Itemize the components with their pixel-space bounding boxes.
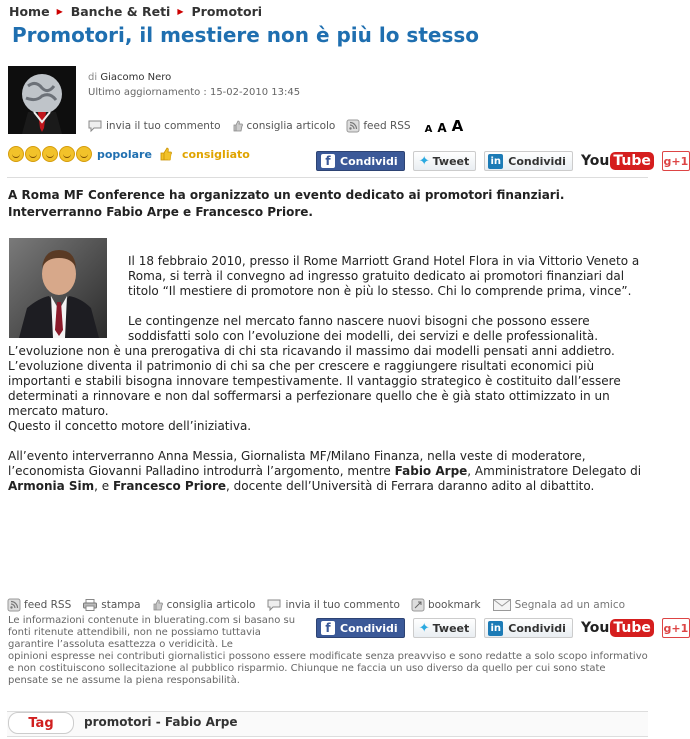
send-comment-label: invia il tuo commento (106, 120, 221, 132)
article-lead: A Roma MF Conference ha organizzato un evento dedicato ai promotori finanziari. Interverranno Fabio Arpe e Francesco Priore. (8, 188, 565, 219)
print-label: stampa (101, 599, 141, 611)
envelope-icon (493, 599, 511, 611)
font-size-large[interactable]: A (451, 117, 464, 135)
thumbs-up-icon (233, 120, 243, 132)
breadcrumb (9, 4, 262, 19)
author-avatar (8, 66, 76, 134)
chevron-right-icon: ▶ (177, 7, 184, 16)
twitter-bird-icon: ✦ (418, 153, 430, 169)
font-size-small[interactable]: A (424, 124, 433, 135)
author-prefix: di (88, 72, 98, 83)
linkedin-icon: in (488, 154, 503, 169)
rss-feed-link[interactable] (8, 599, 71, 611)
breadcrumb-home[interactable]: Home (9, 4, 50, 19)
email-friend-label: Segnala ad un amico (514, 599, 626, 611)
last-updated: Ultimo aggiornamento : 15-02-2010 13:45 (88, 87, 301, 98)
tweet-button[interactable] (413, 618, 477, 638)
text-span: , e (94, 479, 113, 493)
smiley-rating-icon[interactable] (76, 146, 92, 162)
disclaimer-text: Le informazioni contenute in bluerating.com si basano su fonti ritenute attendibili, non ne possiamo tuttavia garantire l’assoluta esattezza o veridicità. Le (8, 615, 296, 650)
smiley-rating-icon[interactable] (42, 146, 58, 162)
thumbs-up-icon (153, 599, 163, 611)
author-line (88, 72, 171, 83)
google-plus-button[interactable]: g+1 (662, 151, 690, 171)
linkedin-share-button[interactable] (484, 618, 573, 638)
facebook-share-button[interactable] (316, 618, 405, 638)
youtube-button[interactable] (581, 619, 654, 637)
comment-icon (267, 599, 281, 611)
printer-icon (83, 599, 97, 611)
facebook-icon: f (321, 154, 335, 168)
tweet-label: Tweet (432, 621, 470, 635)
send-comment-link[interactable] (88, 120, 221, 132)
chevron-right-icon: ▶ (56, 7, 63, 16)
comment-icon (88, 120, 102, 132)
facebook-share-button[interactable] (316, 151, 405, 171)
email-friend-link[interactable] (493, 599, 625, 611)
page-title: Promotori, il mestiere non è più lo stesso (12, 23, 479, 47)
linkedin-icon: in (488, 621, 503, 636)
article-paragraph: L’evoluzione non è una prerogativa di chi sta ricavando il massimo dai modelli pensati anni addietro. L’evoluzione diventa il patrimonio di chi sa che per crescere e raggiungere risultati economici più importanti e stabili bisogna innovare tempestivamente. Il vantaggio strategico è costituito dall’essere determinati a rinnovare e non dal soffermarsi a perfezionare quello che è già stato ottimizzato in un mercato maturo. (8, 344, 621, 418)
smiley-rating-icon[interactable] (25, 146, 41, 162)
article-paragraph: Il 18 febbraio 2010, presso il Rome Marriott Grand Hotel Flora in via Vittorio Veneto a Roma, si terrà il convegno ad ingresso gratuito dedicato ai promotori finanziari dal titolo “Il mestiere di promotore non è più lo stesso. Chi lo comprende prima, vince”. (128, 254, 640, 298)
bookmark-icon (412, 599, 424, 611)
linkedin-share-label: Condividi (508, 621, 566, 635)
youtube-tube-text: Tube (610, 152, 654, 170)
article-actions (88, 117, 463, 135)
send-comment-link[interactable] (267, 599, 400, 611)
youtube-you-text: You (580, 620, 610, 636)
disclaimer-text: opinioni espresse nei contributi giornalistici possono essere modificate senza preavviso e sono redatte a solo scopo informativo e non costituiscono sollecitazione al pubblico risparmio. Chiunque ne faccia un uso diverso da quello per cui sono state pensate se ne assume la piena responsabilità. (8, 651, 648, 686)
recommended-label: consigliato (181, 147, 250, 161)
twitter-bird-icon: ✦ (418, 620, 430, 636)
bookmark-label: bookmark (427, 599, 481, 611)
text-span: , Amministratore Delegato di (467, 464, 642, 478)
font-size-medium[interactable]: A (437, 121, 447, 135)
send-comment-label: invia il tuo commento (285, 599, 400, 611)
recommend-article-label: consiglia articolo (246, 120, 336, 132)
linkedin-share-label: Condividi (508, 154, 566, 168)
smiley-rating-icon[interactable] (8, 146, 24, 162)
google-plus-button[interactable]: g+1 (662, 618, 690, 638)
article-body (8, 254, 644, 494)
article-paragraph: Questo il concetto motore dell’iniziativa. (8, 419, 252, 433)
text-span: , docente dell’Università di Ferrara daranno adito al dibattito. (226, 479, 595, 493)
recommend-article-link[interactable] (233, 120, 336, 132)
rss-icon (347, 120, 359, 132)
facebook-share-label: Condividi (340, 154, 398, 168)
smiley-rating-icon[interactable] (59, 146, 75, 162)
article-paragraph: Le contingenze nel mercato fanno nascere nuovi bisogni che possono essere soddisfatti solo con l’evoluzione dei modelli, dei servizi e delle professionalità. (128, 314, 599, 343)
share-bar-bottom (316, 618, 690, 638)
bookmark-link[interactable] (412, 599, 481, 611)
print-link[interactable] (83, 599, 140, 611)
tweet-button[interactable] (413, 151, 477, 171)
breadcrumb-promotori[interactable]: Promotori (191, 4, 263, 19)
rating-bar (8, 146, 250, 162)
tag-label: Tag (8, 712, 74, 734)
recommend-article-link[interactable] (153, 599, 256, 611)
youtube-tube-text: Tube (610, 619, 654, 637)
text-span: All’evento interverranno Anna Messia, Giornalista MF/Milano Finanza, nella veste di moderatore, l’economista Giovanni Palladino introdurrà l’argomento, mentre (8, 449, 586, 478)
tweet-label: Tweet (432, 154, 470, 168)
facebook-share-label: Condividi (340, 621, 398, 635)
article-paragraph (8, 449, 644, 494)
footer-actions (8, 599, 637, 611)
facebook-icon: f (321, 621, 335, 635)
share-bar (316, 151, 690, 171)
rss-feed-link[interactable] (347, 120, 410, 132)
youtube-you-text: You (580, 153, 610, 169)
rss-feed-label: feed RSS (24, 599, 72, 611)
person-name: Fabio Arpe (394, 464, 468, 478)
company-name: Armonia Sim (8, 479, 95, 493)
popular-label: popolare (97, 147, 152, 161)
person-name: Francesco Priore (112, 479, 227, 493)
font-size-controls (425, 117, 464, 135)
rss-feed-label: feed RSS (363, 120, 411, 132)
recommend-article-label: consiglia articolo (166, 599, 256, 611)
rss-icon (8, 599, 20, 611)
linkedin-share-button[interactable] (484, 151, 573, 171)
author-name[interactable]: Giacomo Nero (100, 72, 172, 83)
tag-links[interactable]: promotori - Fabio Arpe (84, 715, 238, 729)
divider (7, 177, 648, 178)
hands-up-icon (159, 147, 179, 161)
youtube-button[interactable] (581, 152, 654, 170)
breadcrumb-banche-reti[interactable]: Banche & Reti (70, 4, 171, 19)
